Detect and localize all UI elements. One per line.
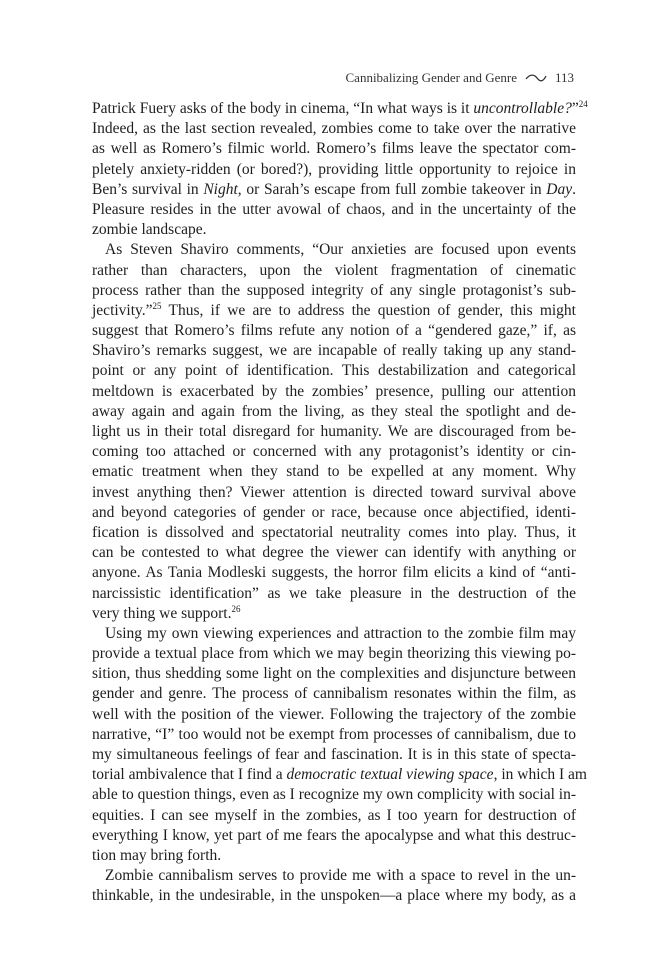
- text-line: [92, 745, 576, 765]
- page-number: 113: [554, 70, 574, 85]
- text-line: [92, 119, 576, 139]
- text-run: process rather than the supposed integrity of any single protagonist’s sub-: [92, 281, 576, 299]
- text-run: away again and again from the living, as they steal the spotlight and de-: [92, 402, 576, 420]
- text-line: [92, 624, 576, 644]
- text-run: equities. I can see myself in the zombies, as I too yearn for destruction of: [92, 806, 576, 824]
- paragraph: [92, 240, 576, 624]
- text-line: [92, 160, 576, 180]
- body-text: [92, 98, 588, 907]
- text-run: meltdown is exacerbated by the zombies’ presence, pulling our attention: [92, 382, 576, 400]
- text-line: [92, 382, 576, 402]
- text-run: Patrick Fuery asks of the body in cinema, “In what ways is it: [92, 100, 474, 117]
- text-run: invest anything then? Viewer attention is directed toward survival above: [92, 483, 576, 501]
- text-line: [92, 361, 576, 381]
- text-run: Thus, if we are to address the question of gender, this might: [161, 301, 576, 319]
- italic-text: democratic textual viewing space: [286, 766, 494, 784]
- text-run: Pleasure resides in the utter avowal of chaos, and in the uncertainty of the: [92, 200, 576, 218]
- text-line: [92, 725, 576, 745]
- text-line: [92, 240, 576, 260]
- text-line: [92, 98, 588, 119]
- text-run: narcissistic identification” as we take pleasure in the destruction of the: [92, 584, 576, 602]
- text-run: thinkable, in the undesirable, in the unspoken—a place where my body, as a: [92, 887, 576, 905]
- text-run: provide a textual place from which we may begin theorizing this viewing po-: [92, 645, 576, 663]
- text-line: [92, 341, 576, 361]
- text-line: [92, 846, 576, 866]
- text-run: .: [572, 180, 576, 198]
- text-run: tion may bring forth.: [92, 846, 222, 864]
- text-line: [92, 664, 576, 684]
- text-line: [92, 866, 576, 886]
- text-line: [92, 180, 576, 200]
- text-line: [92, 826, 576, 846]
- footnote-ref: 26: [231, 603, 241, 614]
- text-line: [92, 301, 576, 321]
- text-line: [92, 806, 576, 826]
- text-run: , in which I am: [493, 766, 587, 784]
- text-run: zombie landscape.: [92, 221, 207, 239]
- text-run: everything I know, yet part of me fears the apocalypse and what this destruc-: [92, 826, 576, 844]
- footnote-ref: 24: [578, 98, 588, 109]
- text-run: light us in their total disregard for humanity. We are discouraged from be-: [92, 423, 576, 440]
- italic-text: Night,: [203, 180, 242, 198]
- text-run: well with the position of the viewer. Following the trajectory of the zombie: [92, 705, 576, 723]
- text-run: coming too attached or concerned with any protagonist’s identity or cin-: [92, 443, 576, 461]
- text-line: [92, 200, 576, 220]
- text-line: [92, 281, 576, 301]
- text-line: [92, 442, 576, 462]
- running-head-title: Cannibalizing Gender and Genre: [345, 70, 517, 85]
- text-run: As Steven Shaviro comments, “Our anxieties are focused upon events: [105, 241, 576, 259]
- text-run: Zombie cannibalism serves to provide me with a space to revel in the un-: [105, 867, 576, 885]
- text-run: anyone. As Tania Modleski suggests, the horror film elicits a kind of “anti-: [92, 564, 576, 582]
- text-run: can be contested to what degree the viewer can identify with anything or: [92, 544, 576, 562]
- running-head: [346, 70, 575, 86]
- text-run: able to question things, even as I recognize my own complicity with social in-: [92, 786, 576, 804]
- text-line: [92, 563, 576, 583]
- paragraph: [92, 98, 588, 240]
- text-run: fication is dissolved and spectatorial neutrality comes into play. Thus, it: [92, 523, 576, 541]
- text-line: [92, 483, 576, 503]
- paragraph: [92, 624, 587, 866]
- text-run: ematic treatment when they stand to be expelled at any moment. Why: [92, 463, 576, 481]
- text-run: Ben’s survival in: [92, 180, 204, 198]
- text-run: rather than characters, upon the violent fragmentation of cinematic: [92, 261, 576, 279]
- text-line: [92, 644, 576, 664]
- italic-text: Day: [546, 180, 573, 198]
- text-run: point or any point of identification. This destabilization and categorical: [92, 362, 576, 380]
- text-line: [92, 261, 576, 281]
- italic-text: uncontrollable?: [473, 100, 572, 117]
- text-run: very thing we support.: [92, 604, 232, 622]
- text-line: [92, 402, 576, 422]
- footnote-ref: 25: [152, 300, 162, 311]
- text-run: my simultaneous feelings of fear and fascination. It is in this state of specta-: [92, 746, 576, 763]
- text-run: torial ambivalence that I find a: [92, 766, 287, 784]
- text-run: and beyond categories of gender or race, because once abjectified, identi-: [92, 503, 576, 521]
- text-run: Shaviro’s remarks suggest, we are incapable of really taking up any stand-: [92, 342, 576, 360]
- text-line: [92, 765, 587, 785]
- text-line: [92, 684, 576, 704]
- text-line: [92, 705, 576, 725]
- text-line: [92, 422, 576, 442]
- text-run: ”: [571, 100, 579, 117]
- text-line: [92, 604, 576, 624]
- text-line: [92, 321, 576, 341]
- text-run: or Sarah’s escape from full zombie takeover in: [241, 180, 547, 198]
- paragraph: [92, 866, 576, 906]
- text-run: suggest that Romero’s films refute any notion of a “gendered gaze,” if, as: [92, 322, 576, 340]
- tilde-ornament-icon: [525, 73, 547, 83]
- text-run: jectivity.”: [92, 301, 153, 319]
- text-line: [92, 220, 576, 240]
- text-run: sition, thus shedding some light on the complexities and disjuncture between: [92, 665, 576, 683]
- text-run: Indeed, as the last section revealed, zombies come to take over the narrative: [92, 120, 576, 138]
- text-run: pletely anxiety-ridden (or bored?), providing little opportunity to rejoice in: [92, 160, 576, 178]
- text-run: narrative, “I” too would not be exempt from processes of cannibalism, due to: [92, 725, 576, 743]
- text-line: [92, 139, 576, 159]
- text-run: gender and genre. The process of cannibalism resonates within the film, as: [92, 685, 576, 703]
- text-line: [92, 462, 576, 482]
- text-line: [92, 543, 576, 563]
- text-run: Using my own viewing experiences and attraction to the zombie film may: [105, 624, 576, 642]
- text-line: [92, 523, 576, 543]
- text-line: [92, 785, 576, 805]
- text-line: [92, 886, 576, 906]
- text-run: as well as Romero’s filmic world. Romero’s films leave the spectator com-: [92, 140, 576, 158]
- text-line: [92, 503, 576, 523]
- text-line: [92, 584, 576, 604]
